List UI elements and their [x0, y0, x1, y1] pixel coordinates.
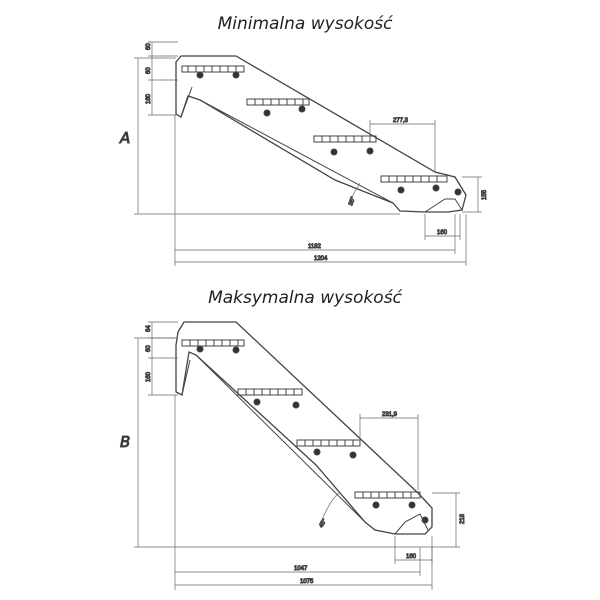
- bolt-icon: [409, 502, 415, 508]
- dim-b-top-mid: 60: [146, 345, 152, 352]
- stringer-outline-b: [176, 322, 432, 534]
- dim-a-left-160: 160: [146, 93, 152, 104]
- dim-a-step-run: 277,3: [393, 118, 409, 124]
- bolt-icon: [373, 502, 379, 508]
- dimensions-b: [134, 322, 460, 590]
- bolt-icon: [299, 106, 305, 112]
- dim-a-top-mid: 60: [146, 67, 152, 74]
- tread-a-1: [182, 66, 244, 78]
- dim-a-top-small: 60: [146, 43, 152, 50]
- diagram-maximal: [120, 322, 466, 590]
- label-a: A: [120, 129, 131, 147]
- bolt-icon: [293, 402, 299, 408]
- dim-b-step-run: 231,9: [382, 412, 398, 418]
- post-b: [176, 360, 190, 395]
- stringer-outline-a: [176, 56, 466, 212]
- tread-b-3: [297, 440, 360, 458]
- bolt-icon: [350, 452, 356, 458]
- tread-a-4: [381, 176, 461, 195]
- dim-b-left-160: 160: [146, 371, 152, 382]
- tread-b-4: [355, 492, 428, 523]
- dim-a-total-2: 1204: [314, 256, 328, 262]
- title-minimal-height: Minimalna wysokość: [217, 14, 393, 34]
- label-b: B: [120, 433, 131, 451]
- dim-b-bottom-160: 160: [406, 554, 417, 560]
- bolt-icon: [433, 185, 439, 191]
- dim-b-total-1: 1047: [294, 566, 308, 572]
- bolt-icon: [233, 347, 239, 353]
- post-a: [176, 80, 192, 117]
- bolt-icon: [254, 399, 260, 405]
- bolt-icon: [233, 72, 239, 78]
- stringer-bottom-b: [196, 355, 365, 522]
- dim-b-angle: 45°: [318, 518, 329, 529]
- dim-b-total-2: 1075: [300, 579, 314, 585]
- bolt-icon: [314, 449, 320, 455]
- bolt-icon: [398, 187, 404, 193]
- foot-plate-b: [395, 514, 428, 534]
- tread-a-3: [314, 136, 376, 155]
- bolt-icon: [197, 72, 203, 78]
- bolt-icon: [264, 110, 270, 116]
- dim-a-bottom-160: 160: [437, 230, 448, 236]
- dim-b-right-height: 218: [460, 513, 466, 524]
- stringer-bottom-a: [200, 100, 393, 203]
- dim-a-total-1: 1182: [308, 244, 321, 250]
- tread-b-2: [238, 389, 302, 408]
- foot-plate-a: [425, 199, 462, 212]
- dim-b-top-small: 64: [146, 325, 152, 332]
- dim-a-right-height: 155: [482, 189, 488, 200]
- bolt-icon: [367, 148, 373, 154]
- bolt-icon: [197, 346, 203, 352]
- diagram-minimal: [119, 42, 488, 266]
- dim-a-angle: 35°: [348, 196, 357, 207]
- bolt-icon: [331, 149, 337, 155]
- tread-b-1: [182, 340, 244, 353]
- tread-a-2: [247, 99, 309, 116]
- title-maximal-height: Maksymalna wysokość: [208, 288, 402, 308]
- dimensions-a: [134, 42, 482, 266]
- bolt-icon: [455, 189, 461, 195]
